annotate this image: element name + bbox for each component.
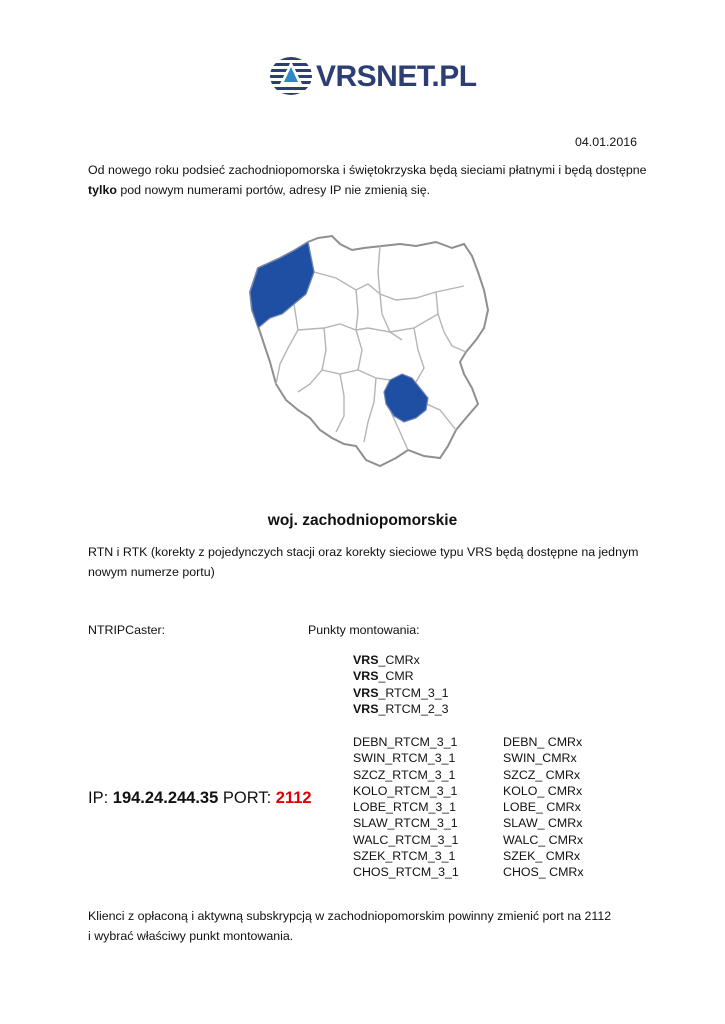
vrs-mountpoint: [353, 701, 449, 717]
vrs-suffix: _RTCM_2_3: [378, 701, 449, 716]
region-heading: woj. zachodniopomorskie: [267, 512, 458, 529]
vrs-suffix: _CMRx: [378, 653, 420, 667]
station-mountpoint: CHOS_RTCM_3_1: [353, 865, 459, 880]
vrs-prefix: VRS: [353, 701, 379, 716]
footer-line: i wybrać właściwy punkt montowania.: [88, 929, 294, 943]
station-mountpoint: LOBE_ CMRx: [503, 800, 581, 815]
vrs-suffix: _CMR: [378, 669, 414, 684]
logo-globe-icon: [268, 52, 314, 100]
vrs-suffix: _RTCM_3_1: [378, 685, 449, 700]
station-mountpoint: SLAW_ CMRx: [503, 816, 583, 831]
station-mountpoint: WALC_ CMRx: [503, 832, 584, 847]
vrs-mountpoint: [353, 668, 449, 684]
station-mountpoint: SZCZ_ CMRx: [503, 767, 581, 782]
vrs-prefix: VRS: [353, 685, 379, 700]
footer-paragraph: [88, 906, 648, 946]
vrs-mountpoint-list: [353, 652, 449, 717]
ip-address: 194.24.244.35: [112, 789, 219, 807]
mountpoints-label: Punkty montowania:: [308, 623, 420, 637]
vrs-mountpoint: [353, 685, 449, 701]
intro-bold-word: tylko: [88, 183, 117, 197]
station-mountpoint: KOLO_RTCM_3_1: [353, 783, 458, 798]
poland-map: [240, 232, 502, 474]
station-mountpoint: DEBN_ CMRx: [503, 735, 583, 749]
intro-text-2: pod nowym numerami portów, adresy IP nie zmienią się.: [116, 183, 431, 197]
station-mountpoint: KOLO_ CMRx: [503, 783, 583, 798]
station-mountpoint: SLAW_RTCM_3_1: [353, 816, 458, 831]
station-mountpoint: LOBE_RTCM_3_1: [353, 800, 457, 815]
station-mountpoint: WALC_RTCM_3_1: [353, 832, 459, 847]
vrs-prefix: VRS: [353, 653, 379, 667]
station-mountpoint: DEBN_RTCM_3_1: [353, 735, 458, 749]
rtn-paragraph: RTN i RTK (korekty z pojedynczych stacji oraz korekty sieciowe typu VRS będą dostępne na jednym nowym numerze portu): [88, 545, 639, 579]
vrs-mountpoint: [353, 652, 449, 668]
station-mountpoint: SZEK_ CMRx: [503, 849, 581, 864]
vrsnet-logo: [268, 52, 477, 100]
ntripcaster-label: NTRIPCaster:: [88, 623, 166, 637]
footer-line: Klienci z opłaconą i aktywną subskrypcją w zachodniopomorskim powinny zmienić port na 2112: [88, 909, 612, 923]
intro-text-1: Od nowego roku podsieć zachodniopomorska i świętokrzyska będą sieciami płatnymi i będą dostępne: [88, 163, 647, 177]
station-cmrx-list: [503, 734, 584, 881]
ip-label: IP:: [88, 789, 113, 807]
station-mountpoint: SZEK_RTCM_3_1: [353, 849, 456, 864]
port-label: PORT:: [218, 789, 276, 807]
station-mountpoint: SWIN_CMRx: [503, 751, 577, 766]
poland-map-svg: [240, 232, 502, 474]
station-rtcm-list: [353, 734, 459, 881]
port-number: 2112: [275, 789, 312, 807]
vrs-prefix: VRS: [353, 669, 379, 684]
station-mountpoint: SWIN_RTCM_3_1: [353, 751, 456, 766]
intro-paragraph: [88, 160, 648, 200]
document-date: 04.01.2016: [574, 135, 637, 149]
logo-text: VRSNET.PL: [316, 60, 477, 93]
station-mountpoint: SZCZ_RTCM_3_1: [353, 767, 456, 782]
station-mountpoint: CHOS_ CMRx: [503, 865, 584, 880]
ip-port-line: [88, 789, 312, 808]
